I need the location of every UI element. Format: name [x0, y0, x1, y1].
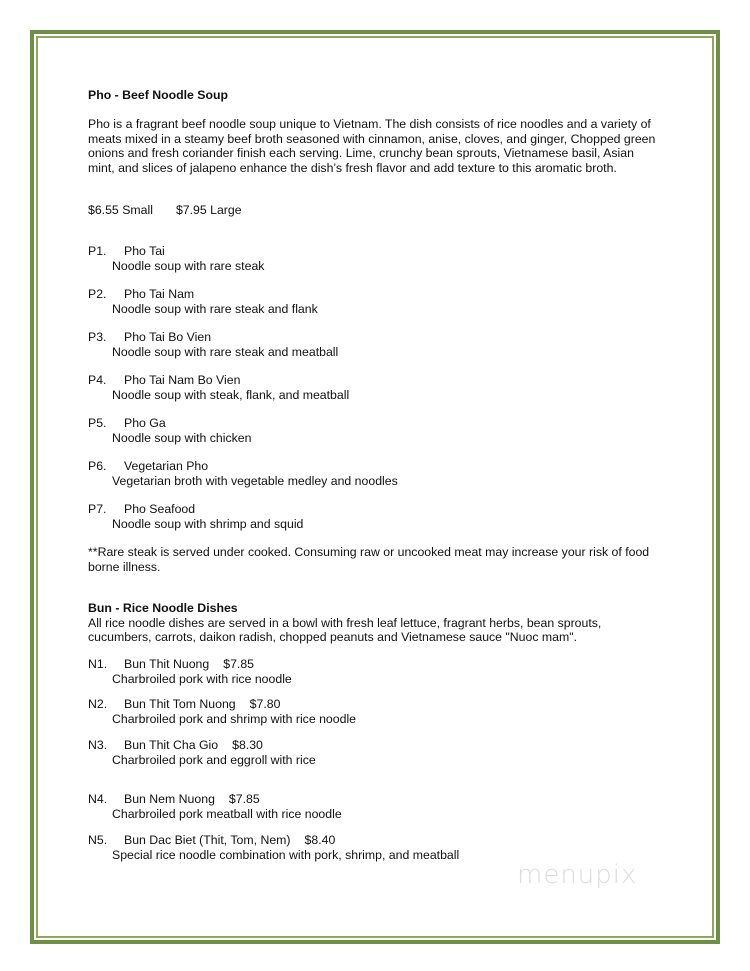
pho-intro-line: onions and fresh coriander finish each serving. Lime, crunchy bean sprouts, Vietnamese basil, Asian	[88, 146, 634, 160]
item-code: P6.	[88, 459, 107, 473]
pho-intro-line: meats mixed in a steamy beef broth seasoned with cinnamon, anise, cloves, and ginger, Chopped green	[88, 131, 656, 146]
item-description: Noodle soup with shrimp and squid	[112, 516, 304, 531]
warning-line: borne illness.	[88, 559, 161, 574]
menu-item-pho-2	[88, 330, 211, 344]
item-description: Noodle soup with rare steak and meatball	[112, 344, 339, 359]
item-code: P2.	[88, 287, 107, 301]
menu-item-pho-1	[88, 287, 194, 301]
item-description: Noodle soup with rare steak and flank	[112, 301, 318, 316]
item-name: Bun Dac Biet (Thit, Tom, Nem)	[124, 833, 291, 847]
bun-intro-line: All rice noodle dishes are served in a bowl with fresh leaf lettuce, fragrant herbs, bean sprouts,	[88, 615, 602, 630]
item-description: Charbroiled pork and eggroll with rice	[112, 752, 316, 767]
item-description: Noodle soup with steak, flank, and meatball	[112, 387, 350, 402]
item-name: Pho Tai Nam Bo Vien	[124, 373, 241, 387]
pho-intro-line: Pho is a fragrant beef noodle soup unique to Vietnam. The dish consists of rice noodles and a variety of	[88, 117, 651, 131]
menu-item-bun-2	[88, 738, 263, 752]
item-description: Charbroiled pork and shrimp with rice noodle	[112, 711, 357, 726]
item-name: Pho Ga	[124, 416, 166, 430]
item-description: Noodle soup with chicken	[112, 430, 252, 445]
item-code: P4.	[88, 373, 107, 387]
price-small: $6.55 Small	[88, 203, 153, 217]
item-name: Bun Nem Nuong	[124, 792, 215, 806]
item-description: Charbroiled pork with rice noodle	[112, 671, 292, 686]
item-price: $8.40	[304, 833, 336, 847]
menupix-watermark: menupix	[517, 860, 638, 890]
item-name: Pho Seafood	[124, 502, 196, 516]
item-description: Special rice noodle combination with pork, shrimp, and meatball	[112, 847, 460, 862]
pho-section-title: Pho - Beef Noodle Soup	[88, 88, 229, 102]
item-description: Vegetarian broth with vegetable medley and noodles	[112, 473, 398, 488]
menu-item-pho-6	[88, 502, 195, 516]
item-name: Bun Thit Tom Nuong	[124, 697, 236, 711]
menu-item-pho-5	[88, 459, 208, 473]
item-price: $7.85	[228, 792, 260, 806]
item-name: Pho Tai Nam	[124, 287, 195, 301]
item-name: Pho Tai	[124, 244, 165, 258]
menu-item-pho-0	[88, 244, 165, 258]
menu-item-bun-3	[88, 792, 260, 806]
pho-prices	[88, 203, 242, 217]
item-price: $7.80	[249, 697, 281, 711]
item-description: Noodle soup with rare steak	[112, 258, 265, 273]
menu-item-pho-4	[88, 416, 166, 430]
bun-intro-line: cucumbers, carrots, daikon radish, chopped peanuts and Vietnamese sauce "Nuoc mam".	[88, 630, 578, 644]
menu-item-bun-4	[88, 833, 335, 847]
item-code: P3.	[88, 330, 107, 344]
item-code: P5.	[88, 416, 107, 430]
item-name: Bun Thit Nuong	[124, 657, 210, 671]
item-code: P7.	[88, 502, 107, 516]
item-code: N1.	[88, 657, 108, 671]
item-price: $7.85	[223, 657, 255, 671]
item-price: $8.30	[232, 738, 263, 752]
item-code: N4.	[88, 792, 108, 806]
pho-intro-line: mint, and slices of jalapeno enhance the dish’s fresh flavor and add texture to this aromatic broth.	[88, 160, 617, 175]
item-code: N3.	[88, 738, 108, 752]
menu-item-bun-1	[88, 697, 280, 711]
item-name: Pho Tai Bo Vien	[124, 330, 212, 344]
bun-section-title: Bun - Rice Noodle Dishes	[88, 601, 238, 615]
warning-line: **Rare steak is served under cooked. Consuming raw or uncooked meat may increase your risk of food	[88, 545, 650, 559]
price-large: $7.95 Large	[175, 203, 242, 217]
item-name: Vegetarian Pho	[124, 459, 209, 473]
menu-item-bun-0	[88, 657, 254, 671]
item-name: Bun Thit Cha Gio	[124, 738, 219, 752]
menu-item-pho-3	[88, 373, 240, 387]
item-code: P1.	[88, 244, 107, 258]
item-code: N5.	[88, 833, 108, 847]
item-code: N2.	[88, 697, 108, 711]
item-description: Charbroiled pork meatball with rice noodle	[112, 806, 342, 821]
